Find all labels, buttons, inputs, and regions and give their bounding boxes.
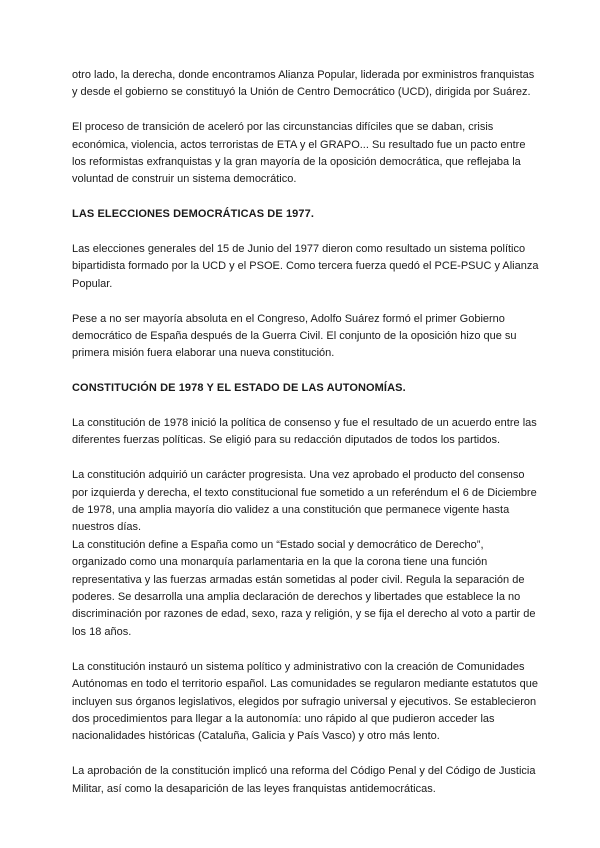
paragraph-reforma-codigo-penal: La aprobación de la constitución implicó una reforma del Código Penal y del Código de Justicia Militar, así como la desaparición de las leyes franquistas antidemocráticas. — [72, 765, 536, 795]
paragraph-politica-consenso: La constitución de 1978 inició la política de consenso y fue el resultado de un acuerdo entre las diferentes fuerzas políticas. Se eligió para su redacción diputados de todos los partidos. — [72, 417, 537, 447]
paragraph-intro-derecha: otro lado, la derecha, donde encontramos Alianza Popular, liderada por exministros franquistas y desde el gobierno se constituyó la Unión de Centro Democrático (UCD), dirigida por Suárez. — [72, 69, 535, 99]
paragraph-comunidades-autonomas: La constitución instauró un sistema político y administrativo con la creación de Comunidades Autónomas en todo el territorio español. Las comunidades se regularon mediante estatutos que incluyen sus órganos legislativos, elegidos por sufragio universal y ejecutivos. Se establecieron dos procedimientos para llegar a la autonomía: uno rápido al que pudieron acceder las nacionalidades históricas (Cataluña, Galicia y País Vasco) y otro más lento. — [72, 660, 538, 743]
heading-constitucion-1978: CONSTITUCIÓN DE 1978 Y EL ESTADO DE LAS AUTONOMÍAS. — [72, 382, 406, 395]
paragraph-elecciones-generales: Las elecciones generales del 15 de Junio del 1977 dieron como resultado un sistema político bipartidista formado por la UCD y el PSOE. Como tercera fuerza quedó el PCE-PSUC y Alianza Popular. — [72, 243, 539, 290]
heading-elecciones-1977: LAS ELECCIONES DEMOCRÁTICAS DE 1977. — [72, 208, 314, 221]
paragraph-primer-gobierno: Pese a no ser mayoría absoluta en el Congreso, Adolfo Suárez formó el primer Gobierno democrático de España después de la Guerra Civil. El conjunto de la oposición hizo que su primera misión fuera elaborar una nueva constitución. — [72, 312, 517, 360]
paragraph-estado-social: La constitución define a España como un “Estado social y democrático de Derecho”, organizado como una monarquía parlamentaria en la que la corona tiene una función representativa y las fuerzas armadas están sometidas al poder civil. Regula la separación de poderes. Se desarrolla una amplia declaración de derechos y libertades que establece la no discriminación por razones de edad, sexo, raza y religión, y se fija el derecho al voto a partir de los 18 años. — [72, 538, 536, 638]
paragraph-caracter-progresista: La constitución adquirió un carácter progresista. Una vez aprobado el producto del consenso por izquierda y derecha, el texto constitucional fue sometido a un referéndum el 6 de Diciembre de 1978, una amplia mayoría dio validez a una constitución que permanece vigente hasta nuestros días. — [72, 469, 537, 534]
document-page — [72, 67, 540, 798]
paragraph-proceso-transicion: El proceso de transición de aceleró por las circunstancias difíciles que se daban, crisis económica, violencia, actos terroristas de ETA y el GRAPO... Su resultado fue un pacto entre los reformistas exfranquistas y la gran mayoría de la oposición democrática, que reflejaba la voluntad de construir un sistema democrático. — [72, 121, 526, 186]
